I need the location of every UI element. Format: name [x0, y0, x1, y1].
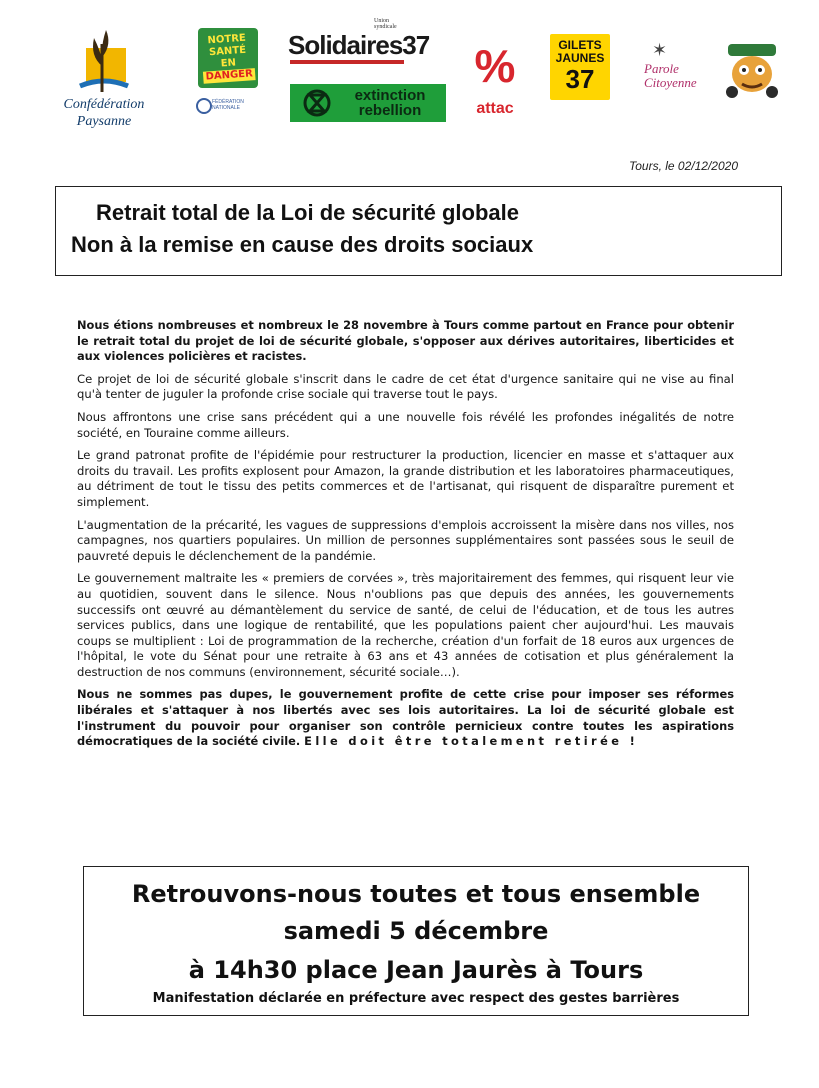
federation-text: FÉDÉRATION NATIONALE	[212, 99, 244, 111]
xr-line2: rebellion	[358, 102, 422, 119]
cta-note: Manifestation déclarée en préfecture avec respect des gestes barrières	[152, 991, 680, 1006]
gj-line1: GILETS	[558, 38, 602, 52]
final-paragraph-emphasis: Elle doit être totalement retirée !	[304, 734, 639, 749]
solid-union-line1: Union	[374, 18, 389, 24]
pc-line2: Citoyenne	[644, 75, 697, 90]
mascot-logo	[722, 40, 782, 100]
document-date: Tours, le 02/12/2020	[629, 159, 738, 173]
federation-icon	[196, 96, 212, 116]
figure-icon: ✶	[652, 40, 668, 60]
paragraph-1: Nous étions nombreuses et nombreux le 28 novembre à Tours comme partout en France pour obtenir le retrait total du projet de loi de sécurité globale, s'opposer aux dérives autoritaires, liberticides et aux violences policières et racistes.	[77, 318, 734, 364]
gj-number: 37	[565, 64, 595, 94]
cta-line-3: à 14h30 place Jean Jaurès à Tours	[188, 956, 644, 984]
gilets-jaunes-logo	[550, 34, 610, 100]
title-line-2: Non à la remise en cause des droits sociaux	[71, 232, 534, 257]
extinction-rebellion-logo	[290, 84, 446, 122]
federation-logo	[196, 92, 264, 120]
sante-line1: NOTRE	[207, 32, 247, 47]
call-to-action-box	[83, 866, 749, 1016]
sante-line4: DANGER	[203, 68, 255, 84]
mascot-face-icon	[722, 40, 782, 100]
attac-name: attac	[476, 100, 514, 117]
paragraph-7	[77, 687, 734, 749]
paragraph-2: Ce projet de loi de sécurité globale s'inscrit dans le cadre de cet état d'urgence sanitaire qui ne vise au final qu'à tenter de juguler la profonde crise sociale qui traverse tout le pays.	[77, 371, 734, 402]
gj-line2: JAUNES	[555, 51, 605, 65]
cta-line-1: Retrouvons-nous toutes et tous ensemble	[131, 880, 701, 908]
body-text	[77, 318, 734, 757]
title-line-1: Retrait total de la Loi de sécurité globale	[96, 200, 519, 225]
solidaires-number: 37	[402, 30, 430, 60]
sante-danger-logo	[198, 28, 258, 88]
solidaires-underline	[290, 60, 404, 64]
paragraph-6: Le gouvernement maltraite les « premiers de corvées », très majoritairement des femmes, qui risquent leur vie au quotidien, souvent dans le silence. Nous n'oublions pas que depuis des années, les gouvernements successifs ont œuvré au démantèlement du service de santé, de celui de l'éducation, et de tous les autres services publics, dans une logique de rentabilité, que les populations paient cher aujourd'hui. Les mauvais coups se multiplient : Loi de programmation de la recherche, création d'un forfait de 18 euros aux urgences de l'hôpital, le vote du Sénat pour une retraite à 63 ans et 43 années de cotisation et plus généralement la destruction de nos communs (environnement, sécurité sociale…).	[77, 571, 734, 679]
solidaires-logo	[288, 18, 448, 64]
paragraph-4: Le grand patronat profite de l'épidémie pour restructurer la production, licencier en masse et s'attaquer aux droits du travail. Les profits explosent pour Amazon, la grande distribution et les laboratoires pharmaceutiques, au détriment de tout le tissu des petits commerces et de l'artisanat, qui risquent de disparaître purement et simplement.	[77, 448, 734, 509]
paragraph-5: L'augmentation de la précarité, les vagues de suppressions d'emplois accroissent la misère dans nos villes, nos campagnes, nos quartiers populaires. Un million de personnes supplémentaires sont passées sous le seuil de pauvreté depuis le déclenchement de la pandémie.	[77, 517, 734, 563]
sante-line2: SANTÉ	[208, 44, 247, 59]
paragraph-3: Nous affrontons une crise sans précédent qui a une nouvelle fois révélé les profondes inégalités de notre société, en Touraine comme ailleurs.	[77, 409, 734, 440]
final-paragraph-text: Nous ne sommes pas dupes, le gouvernement profite de cette crise pour imposer ses réformes libérales et s'attaquer à nos libertés avec ses lois autoritaires. La loi de sécurité globale est l'instrument du pouvoir pour organiser son contrôle pernicieux contre toutes les aspirations démocratiques de la société civile.	[77, 687, 734, 749]
percent-icon: %	[474, 40, 516, 92]
cta-line-2: samedi 5 décembre	[283, 917, 549, 945]
title-box	[55, 186, 782, 276]
parole-citoyenne-logo	[630, 40, 706, 102]
xr-line1: extinction	[354, 87, 426, 104]
attac-logo	[470, 40, 520, 122]
sante-line3: EN	[220, 57, 237, 70]
conf-line2: Paysanne	[76, 114, 132, 129]
hourglass-icon	[302, 88, 332, 118]
wheat-sun-icon	[76, 26, 132, 96]
pc-line1: Parole	[644, 61, 679, 76]
conf-line1: Confédération	[63, 97, 145, 112]
confederation-paysanne-logo	[44, 20, 164, 138]
solid-union-line2: syndicale	[374, 24, 397, 30]
solidaires-name: Solidaires	[288, 30, 403, 60]
